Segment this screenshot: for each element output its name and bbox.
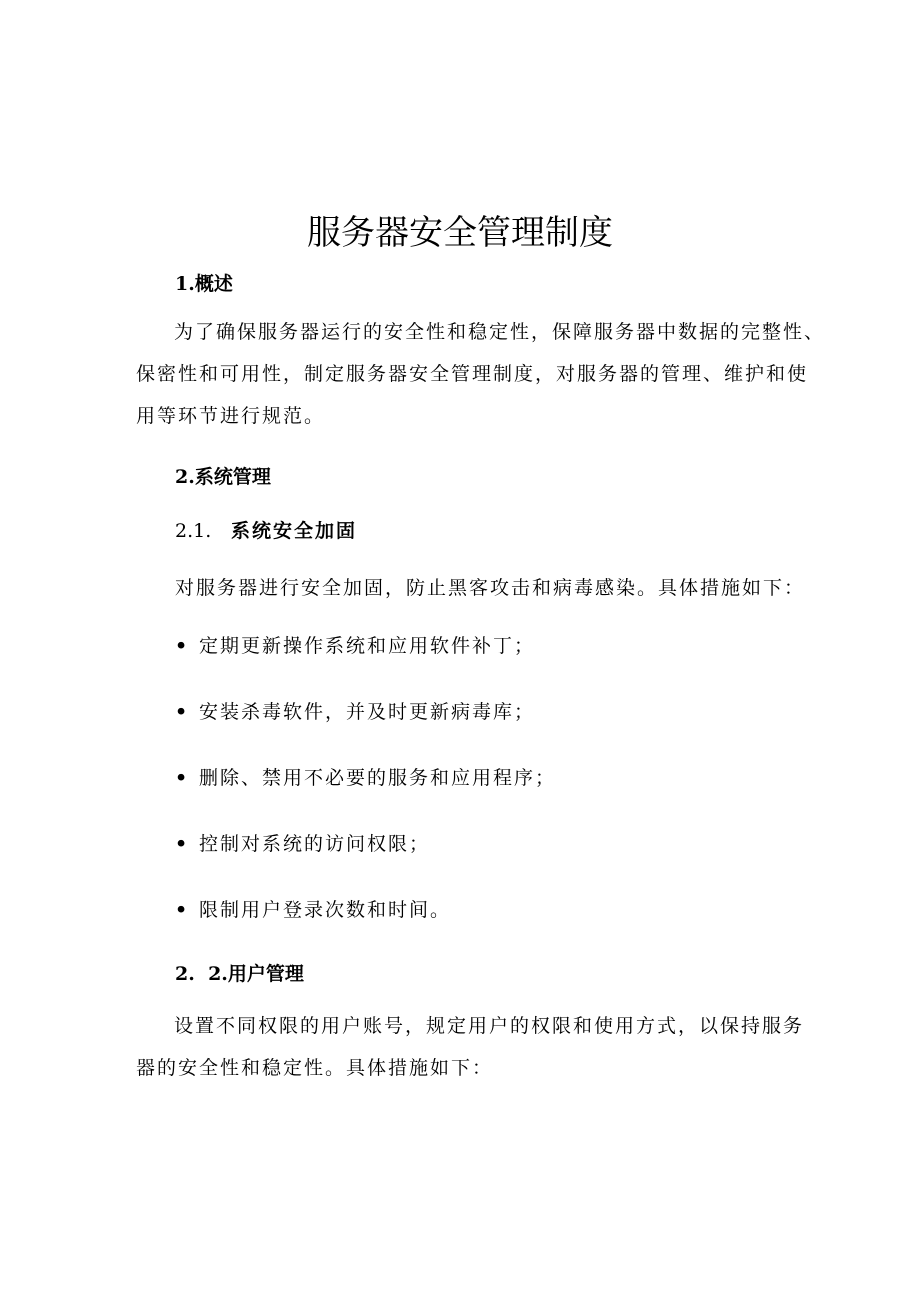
list-item-text: 控制对系统的访问权限； xyxy=(199,833,431,855)
section-2-heading: 2.系统管理 xyxy=(175,466,271,488)
list-item-text: 定期更新操作系统和应用软件补丁； xyxy=(199,635,536,657)
section-1-paragraph: 为了确保服务器运行的安全性和稳定性，保障服务器中数据的完整性、保密性和可用性，制定服务器安全管理制度，对服务器的管理、维护和使用等环节进行规范。 xyxy=(136,321,826,427)
page-title: 服务器安全管理制度 xyxy=(307,213,613,253)
subsection-2-1-heading xyxy=(175,517,357,545)
subsection-2-1-number: 2.1. xyxy=(175,520,212,542)
bullet-icon: • xyxy=(175,899,190,921)
bullet-icon: • xyxy=(175,833,190,855)
bullet-icon: • xyxy=(175,767,190,789)
list-item xyxy=(175,830,430,858)
subsection-2-2-paragraph: 设置不同权限的用户账号，规定用户的权限和使用方式，以保持服务器的安全性和稳定性。具体措施如下： xyxy=(136,1015,805,1079)
list-item-text: 安装杀毒软件，并及时更新病毒库； xyxy=(199,701,536,723)
bullet-icon: • xyxy=(175,701,190,723)
list-item-text: 限制用户登录次数和时间。 xyxy=(199,899,452,921)
list-item-text: 删除、禁用不必要的服务和应用程序； xyxy=(199,767,557,789)
list-item xyxy=(175,896,451,924)
subsection-2-1-intro: 对服务器进行安全加固，防止黑客攻击和病毒感染。具体措施如下： xyxy=(175,577,806,599)
subsection-2-2-heading: 2. 2.用户管理 xyxy=(175,963,304,985)
list-item xyxy=(175,632,535,660)
subsection-2-1-title: 系统安全加固 xyxy=(231,520,358,542)
list-item xyxy=(175,764,556,792)
bullet-icon: • xyxy=(175,635,190,657)
section-1-heading: 1.概述 xyxy=(175,273,233,295)
list-item xyxy=(175,698,535,726)
